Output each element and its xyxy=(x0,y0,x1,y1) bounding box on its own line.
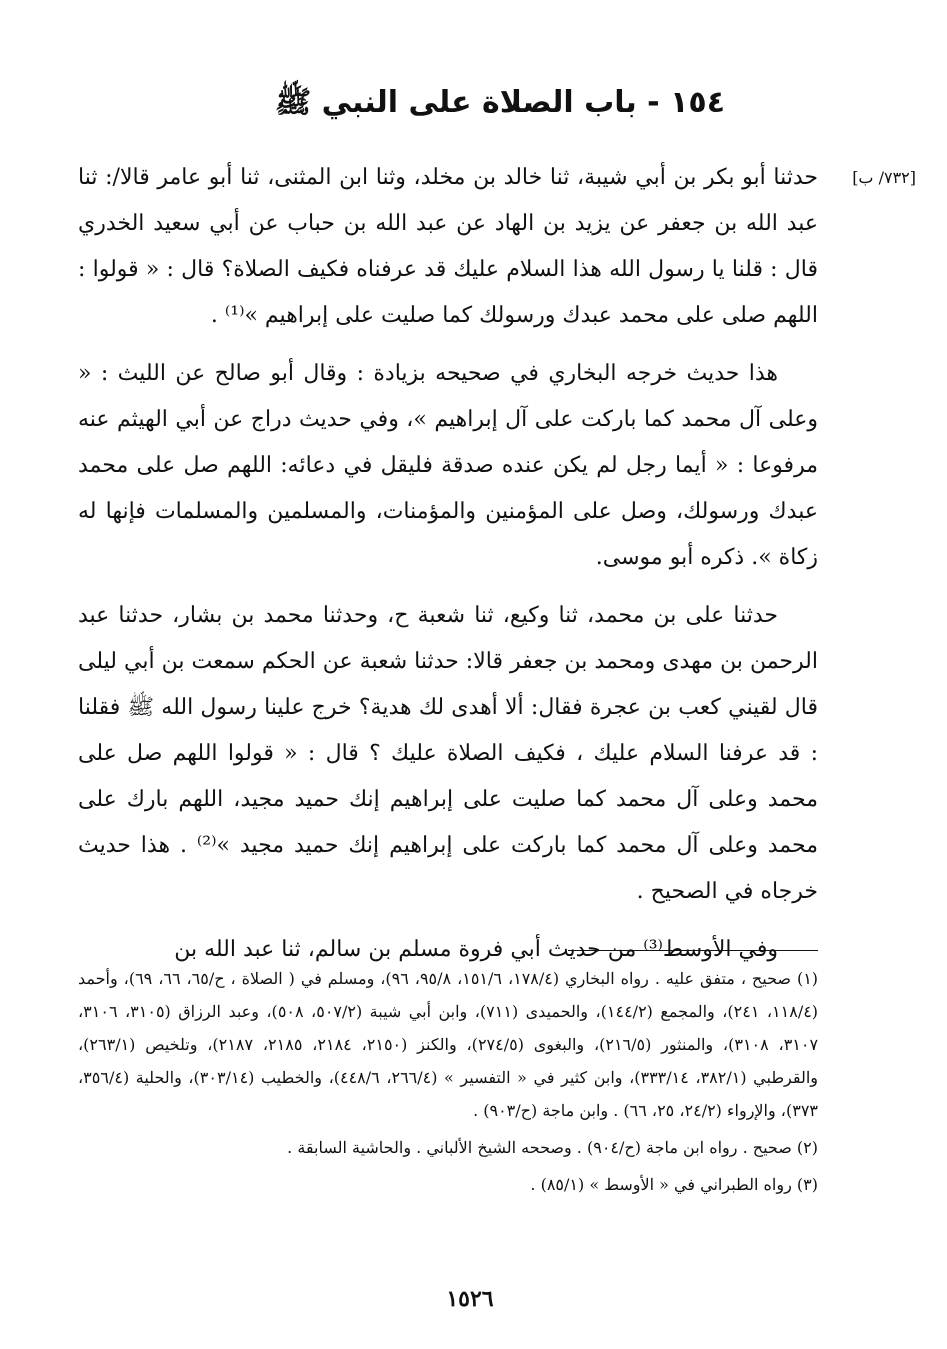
manuscript-folio-note: [٧٣٢/ ب] xyxy=(852,168,916,187)
footnote-3: (٣) رواه الطبراني في « الأوسط » (٨٥/١) . xyxy=(530,1175,818,1194)
footnotes xyxy=(78,962,818,1205)
footnote-2: (٢) صحيح . رواه ابن ماجة (ح/٩٠٤) . وصححه الشيخ الألباني . والحاشية السابقة . xyxy=(287,1138,818,1157)
paragraph-hadith-1: حدثنا أبو بكر بن أبي شيبة، ثنا خالد بن مخلد، وثنا ابن المثنى، ثنا أبو عامر قالا/: ثنا عبد الله بن جعفر عن يزيد بن الهاد عن عبد الله بن حباب عن أبي سعيد الخدري قال : قلنا يا رسول الله هذا السلام عليك قد عرفناه فكيف الصلاة؟ قال : « قولوا : اللهم صلى على محمد عبدك ورسولك كما صليت على إبراهيم »⁽¹⁾ . xyxy=(78,165,818,328)
footnote-separator xyxy=(568,950,818,951)
paragraph-awsat: وفي الأوسط⁽³⁾ من حديث أبي فروة مسلم بن سالم، ثنا عبد الله بن xyxy=(174,937,778,962)
paragraph-hadith-2: حدثنا على بن محمد، ثنا وكيع، ثنا شعبة ح، وحدثنا محمد بن بشار، حدثنا عبد الرحمن بن مهدى ومحمد بن جعفر قالا: حدثنا شعبة عن الحكم سمعت بن أبي ليلى قال لقيني كعب بن عجرة فقال: ألا أهدى لك هدية؟ خرج علينا رسول الله ﷺ فقلنا : قد عرفنا السلام عليك ، فكيف الصلاة عليك ؟ قال : « قولوا اللهم صل على محمد وعلى آل محمد كما صليت على إبراهيم إنك حميد مجيد، اللهم بارك على محمد وعلى آل محمد كما باركت على إبراهيم إنك حميد مجيد »⁽²⁾ . هذا حديث خرجاه في الصحيح . xyxy=(78,603,818,904)
chapter-title: ١٥٤ - باب الصلاة على النبي ﷺ xyxy=(274,85,726,120)
main-text xyxy=(78,155,818,985)
footnote-1: (١) صحيح ، متفق عليه . رواه البخاري (١٧٨/٤، ١٥١/٦، ٩٥/٨، ٩٦)، ومسلم في ( الصلاة ، ح/٦٥، ٦٦، ٦٩)، وأحمد (١١٨/٤، ٢٤١)، والمجمع (١٤٤/٢)، والحميدى (٧١١)، وابن أبي شيبة (٥٠٧/٢، ٥٠٨)، وعبد الرزاق (٣١٠٥، ٣١٠٦، ٣١٠٧، ٣١٠٨)، والمنثور (٢١٦/٥)، والبغوى (٢٧٤/٥)، والكنز (٢١٥٠، ٢١٨٤، ٢١٨٥، ٢١٨٧)، وتلخيص (٢٦٣/١)، والقرطبي (٣٨٢/١، ٣٣٣/١٤)، وابن كثير في « التفسير » (٢٦٦/٤، ٤٤٨/٦)، والخطيب (٣٠٣/١٤)، والحلية (٣٥٦/٤، ٣٧٣)، والإرواء (٢٤/٢، ٢٥، ٦٦) . وابن ماجة (ح/٩٠٣) . xyxy=(78,969,819,1120)
paragraph-commentary: هذا حديث خرجه البخاري في صحيحه بزيادة : وقال أبو صالح عن الليث : « وعلى آل محمد كما باركت على آل إبراهيم »، وفي حديث دراج عن أبي الهيثم عنه مرفوعا : « أيما رجل لم يكن عنده صدقة فليقل في دعائه: اللهم صل على محمد عبدك ورسولك، وصل على المؤمنين والمؤمنات، والمسلمين والمسلمات فإنها له زكاة ». ذكره أبو موسى. xyxy=(78,361,818,570)
page-number: ١٥٢٦ xyxy=(446,1286,494,1312)
